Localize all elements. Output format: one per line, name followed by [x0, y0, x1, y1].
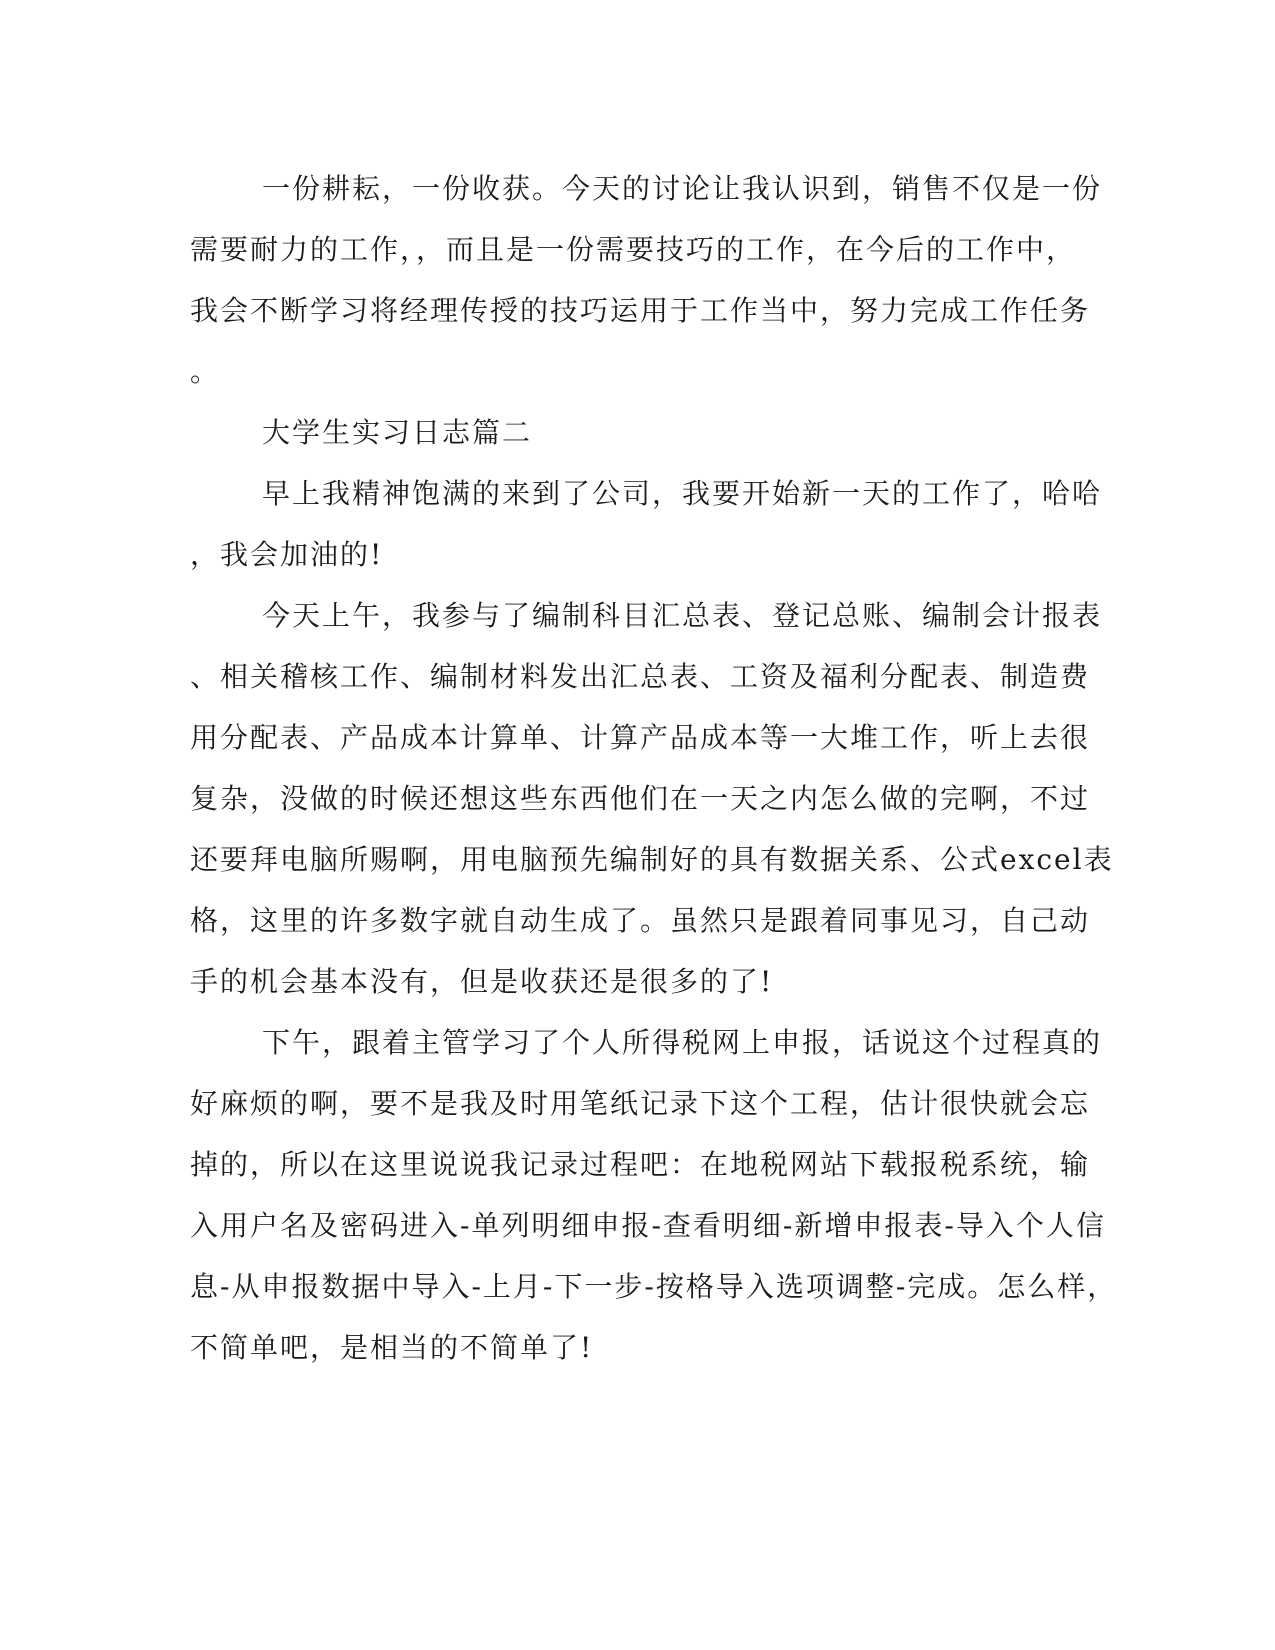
- paragraph-line: 息-从申报数据中导入-上月-下一步-按格导入选项调整-完成。怎么样，: [190, 1270, 1118, 1303]
- paragraph-line: 下午，跟着主管学习了个人所得税网上申报，话说这个过程真的: [262, 1026, 1103, 1059]
- paragraph-line: 不简单吧，是相当的不简单了!: [190, 1331, 594, 1364]
- paragraph-line: 今天上午，我参与了编制科目汇总表、登记总账、编制会计报表: [262, 599, 1103, 632]
- paragraph-line: ，我会加油的!: [190, 538, 384, 571]
- paragraph-line: 。: [190, 355, 221, 388]
- paragraph-line: 早上我精神饱满的来到了公司，我要开始新一天的工作了，哈哈: [262, 477, 1103, 510]
- paragraph-line: 还要拜电脑所赐啊，用电脑预先编制好的具有数据关系、公式excel表: [190, 843, 1114, 876]
- paragraph-line: 一份耕耘，一份收获。今天的讨论让我认识到，销售不仅是一份: [262, 172, 1103, 205]
- paragraph-line: 复杂，没做的时候还想这些东西他们在一天之内怎么做的完啊，不过: [190, 782, 1091, 815]
- paragraph-line: 、相关稽核工作、编制材料发出汇总表、工资及福利分配表、制造费: [190, 660, 1091, 693]
- paragraph-line: 手的机会基本没有，但是收获还是很多的了!: [190, 965, 774, 998]
- paragraph-line: 我会不断学习将经理传授的技巧运用于工作当中，努力完成工作任务: [190, 294, 1091, 327]
- section-heading: 大学生实习日志篇二: [262, 416, 533, 449]
- paragraph-line: 好麻烦的啊，要不是我及时用笔纸记录下这个工程，估计很快就会忘: [190, 1087, 1091, 1120]
- paragraph-line: 入用户名及密码进入-单列明细申报-查看明细-新增申报表-导入个人信: [190, 1209, 1106, 1242]
- paragraph-line: 用分配表、产品成本计算单、计算产品成本等一大堆工作，听上去很: [190, 721, 1091, 754]
- paragraph-line: 掉的，所以在这里说说我记录过程吧：在地税网站下载报税系统，输: [190, 1148, 1091, 1181]
- paragraph-line: 格，这里的许多数字就自动生成了。虽然只是跟着同事见习，自己动: [190, 904, 1091, 937]
- paragraph-line: 需要耐力的工作，，而且是一份需要技巧的工作，在今后的工作中，: [190, 233, 1077, 266]
- document-body: [190, 158, 1118, 1378]
